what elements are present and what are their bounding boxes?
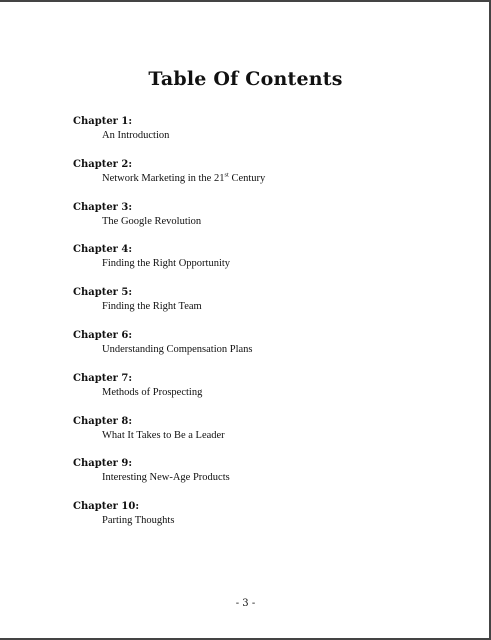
chapter-label: Chapter 8: xyxy=(73,415,133,427)
chapter-label: Chapter 1: xyxy=(73,116,133,127)
chapter-title: The Google Revolution xyxy=(102,215,202,227)
chapter-title: Finding the Right Team xyxy=(102,301,202,313)
chapter-title-superscript: st xyxy=(224,171,229,179)
toc-entry-chapter-8 xyxy=(73,415,453,458)
chapter-title: Methods of Prospecting xyxy=(102,386,203,398)
chapter-title-suffix: Century xyxy=(228,172,266,184)
chapter-title: Understanding Compensation Plans xyxy=(102,343,253,355)
chapter-label: Chapter 10: xyxy=(73,501,140,513)
toc-entry-chapter-9 xyxy=(73,457,453,500)
toc-entry-chapter-6 xyxy=(73,329,453,372)
chapter-label: Chapter 4: xyxy=(73,244,133,256)
chapter-label: Chapter 5: xyxy=(73,287,133,299)
toc-entry-chapter-7 xyxy=(73,372,453,415)
chapter-label: Chapter 3: xyxy=(73,201,133,213)
chapter-title: Interesting New-Age Products xyxy=(102,472,230,484)
chapter-label: Chapter 7: xyxy=(73,372,133,384)
chapter-label: Chapter 2: xyxy=(73,158,133,170)
chapter-title: Finding the Right Opportunity xyxy=(102,258,231,270)
toc-entry-chapter-4 xyxy=(73,243,453,286)
toc-entry-chapter-2 xyxy=(73,158,453,201)
chapter-title: What It Takes to Be a Leader xyxy=(102,429,225,441)
chapter-title-prefix: Network Marketing in the 21 xyxy=(102,172,225,184)
toc-entry-chapter-1 xyxy=(73,115,453,158)
table-of-contents xyxy=(73,115,453,543)
chapter-title: Parting Thoughts xyxy=(102,515,175,527)
chapter-label: Chapter 6: xyxy=(73,329,133,341)
toc-entry-chapter-3 xyxy=(73,201,453,244)
page-title: Table Of Contents xyxy=(148,68,343,90)
toc-entry-chapter-10 xyxy=(73,500,453,543)
toc-entry-chapter-5 xyxy=(73,286,453,329)
chapter-title: An Introduction xyxy=(102,130,170,141)
page-number: - 3 - xyxy=(235,598,256,609)
chapter-label: Chapter 9: xyxy=(73,458,133,470)
chapter-title xyxy=(102,172,453,185)
